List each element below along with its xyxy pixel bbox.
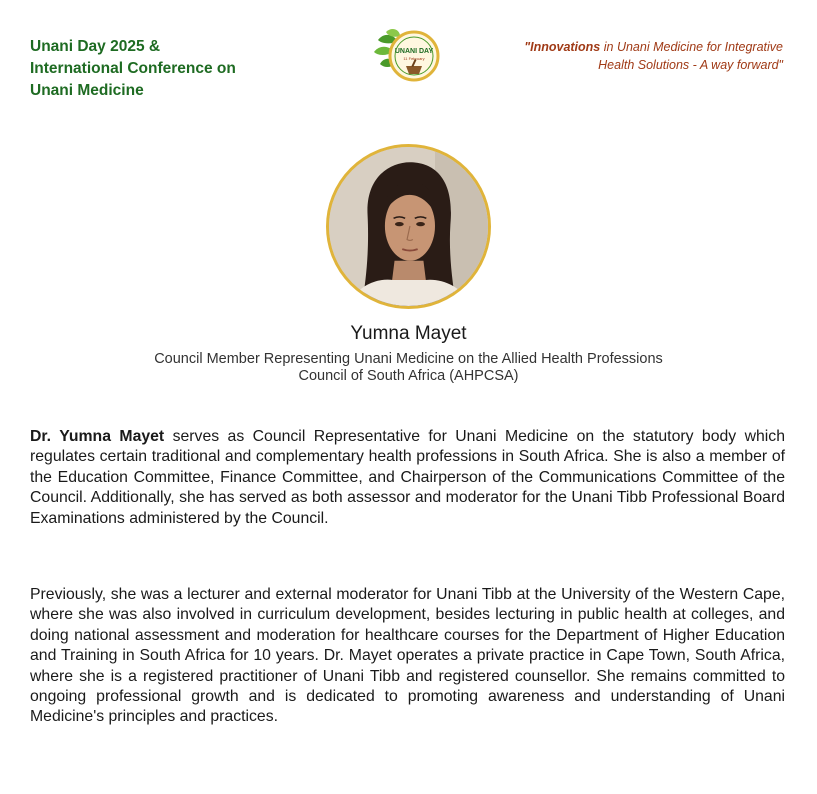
event-title-line-1: Unani Day 2025 & xyxy=(30,38,161,55)
bio-paragraph-1 xyxy=(30,427,785,529)
event-title xyxy=(30,36,290,102)
tagline-line-1 xyxy=(483,38,783,56)
logo-emblem-icon xyxy=(370,26,448,86)
speaker-portrait xyxy=(326,144,491,309)
event-title-line-2: International Conference on xyxy=(30,60,236,77)
speaker-role-line-1: Council Member Representing Unani Medicine on the Allied Health Professions xyxy=(154,351,663,367)
logo-title-text: UNANI DAY xyxy=(394,48,434,55)
event-title-line-3: Unani Medicine xyxy=(30,82,144,99)
bio-paragraph-1-text: serves as Council Representative for Unani Medicine on the statutory body which regulates certain traditional and complementary health professions in South Africa. She is also a member of the Education Committee, Finance Committee, and Chairperson of the Communications Committee of the Council. Additionally, she has served as both assessor and moderator for the Unani Tibb Professional Board Examinations administered by the Council. xyxy=(30,428,785,527)
speaker-role-line-2: Council of South Africa (AHPCSA) xyxy=(298,368,519,384)
speaker-photo-image xyxy=(329,147,488,306)
conference-tagline xyxy=(483,38,783,74)
bio-speaker-name-bold: Dr. Yumna Mayet xyxy=(30,428,165,445)
tagline-line-2: Health Solutions - A way forward" xyxy=(598,58,783,72)
bio-paragraph-2: Previously, she was a lecturer and external moderator for Unani Tibb at the University of the Western Cape, where she was also involved in curriculum development, besides lecturing in public health at colleges, and doing national assessment and moderation for healthcare courses for the Department of Higher Education and Training in South Africa for 10 years. Dr. Mayet operates a private practice in Cape Town, South Africa, where she is a registered practitioner of Unani Tibb and registered counsellor. She remains committed to ongoing professional growth and is dedicated to promoting awareness and understanding of Unani Medicine's principles and practices. xyxy=(30,586,785,726)
speaker-name: Yumna Mayet xyxy=(350,323,467,344)
tagline-bold: "Innovations xyxy=(524,40,601,54)
tagline-line-1-rest: in Unani Medicine for Integrative xyxy=(600,40,783,54)
unani-day-logo xyxy=(370,26,448,86)
speaker-role xyxy=(0,351,817,385)
logo-subtitle-text: 11 February xyxy=(403,56,425,61)
